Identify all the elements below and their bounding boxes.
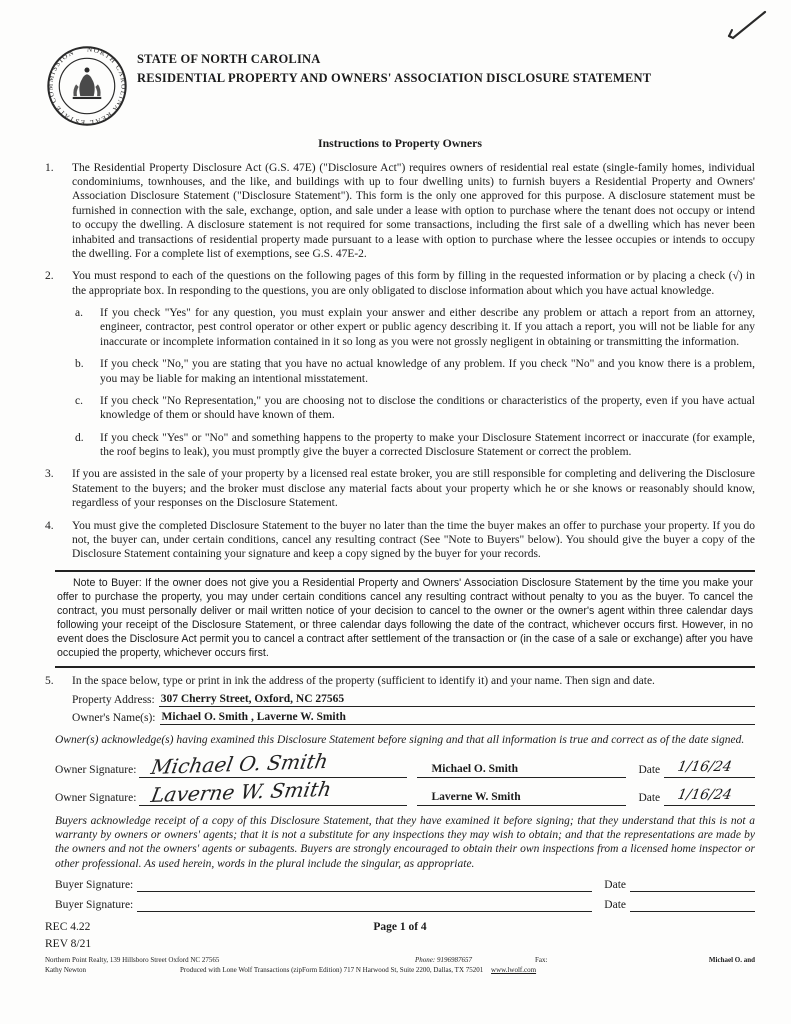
item-number: 2.: [45, 270, 54, 283]
state-heading: STATE OF NORTH CAROLINA: [137, 52, 321, 66]
owner-signature-line: [139, 748, 407, 779]
note-to-buyer: Note to Buyer: If the owner does not give you a Residential Property and Owners' Association Disclosure Statement by the time you make your offer to purchase the property, you may under certain conditions cancel any resulting contract without penalty to you as the buyer. To cancel the contract, you must personally deliver or mail written notice of your decision to cancel to the owner or the owner's agent within three calendar days following your receipt of the Disclosure Statement, or three calendar days following the date of the contract, whichever occurs first. However, in no event does the Disclosure Act permit you to cancel a contract after settlement of the transaction or (in the case of a sale or exchange) after you have occupied the property, whichever occurs first.: [55, 570, 755, 668]
buyer-signature-label: Buyer Signature:: [55, 898, 134, 911]
instruction-item-4: [45, 519, 755, 562]
owner-signature-handwriting: Laverne W. Smith: [149, 776, 334, 807]
instruction-item-2b: [75, 357, 755, 386]
owners-names-row: [72, 710, 755, 725]
subitem-letter: d.: [75, 431, 84, 444]
produced-line: Produced with Lone Wolf Transactions (zipForm Edition) 717 N Harwood St, Suite 2200, Dallas, TX 75201: [180, 966, 484, 975]
item-text: You must give the completed Disclosure Statement to the buyer no later than the time the buyer makes an offer to purchase your property. If you do not, the buyer can, under certain conditions, cancel any resulting contract (See "Note to Buyers" below). You should give the buyer a copy of the Disclosure Statement containing your signature and keep a copy signed by the buyer for your records.: [72, 519, 755, 561]
subitem-letter: a.: [75, 307, 83, 320]
office-fax: Fax:: [535, 955, 548, 964]
revision-code: REV 8/21: [45, 937, 92, 950]
item-text: The Residential Property Disclosure Act (G.S. 47E) ("Disclosure Act") requires owners of residential real estate (single-family homes, individual condominiums, townhouses, and the like, and buildings with up to four dwelling units) to furnish buyers a Residential Property and Owners' Association Disclosure Statement ("Disclosure Statement"). This form is the only one approved for this purpose. A disclosure statement must be furnished in connection with the sale, exchange, option, and sale under a lease with option to purchase where the tenant does not occupy or intend to occupy the dwelling. A disclosure statement is not required for some transactions, including the first sale of a dwelling which has never been inhabited and transactions of residential property made pursuant to a lease with option to purchase where the lessee occupies or intends to occupy the dwelling. For a complete list of exemptions, see G.S. 47E-2.: [72, 161, 755, 260]
subitem-letter: c.: [75, 394, 83, 407]
owner-signature-label: Owner Signature:: [55, 792, 137, 805]
owner-date-handwriting: 1/16/24: [676, 787, 734, 804]
property-address-row: [72, 692, 755, 707]
item-number: 3.: [45, 468, 54, 481]
owner-signature-row-2: [55, 776, 755, 807]
owners-names-value: Michael O. Smith , Laverne W. Smith: [160, 710, 755, 725]
handwritten-checkmark-icon: [723, 8, 769, 42]
page-number: Page 1 of 4: [373, 921, 427, 934]
office-address: Northern Point Realty, 139 Hillsboro Street Oxford NC 27565: [45, 955, 220, 964]
lwolf-link: www.lwolf.com: [491, 966, 537, 975]
buyer-signature-line: [137, 877, 592, 892]
owner-printed-name: Laverne W. Smith: [417, 790, 626, 805]
item-text: If you are assisted in the sale of your property by a licensed real estate broker, you are still responsible for completing and delivering the Disclosure Statement to the buyers; and the broker must disclose any material facts about your property which he or she knows or reasonably should know, regardless of your responses on the Disclosure Statement.: [72, 468, 755, 510]
instruction-item-2a: [75, 306, 755, 349]
form-code: REC 4.22: [45, 921, 91, 934]
instruction-item-3: [45, 467, 755, 510]
subitem-text: If you check "Yes" for any question, you must explain your answer and either describe any problem or attach a report from an attorney, engineer, contractor, pest control operator or other expert or public agency describing it. If you attach a report, you will not be liable for any inaccurate or incomplete information contained in it so long as you were not grossly negligent in obtaining or transmitting the information.: [100, 307, 755, 348]
instructions-heading: Instructions to Property Owners: [318, 136, 482, 150]
office-phone: Phone: 9196987657: [415, 955, 472, 964]
buyer-acknowledgment-text: Buyers acknowledge receipt of a copy of this Disclosure Statement, that they have examined it before signing; that they understand that this is not a warranty by owners or owners' agents; that it is not a substitute for any inspections they may wish to obtain; and that the representations are made by the owners and not the owners' agents or subagents. Buyers are strongly encouraged to obtain their own inspections from a licensed home inspector or other professional. As used herein, words in the plural include the singular, as appropriate.: [55, 814, 755, 870]
buyer-date-line: [630, 897, 755, 912]
form-code-row: [45, 920, 755, 934]
owner-date-line: [664, 757, 755, 778]
owner-signature-handwriting: Michael O. Smith: [149, 748, 331, 779]
buyer-signature-line: [137, 897, 592, 912]
subitem-text: If you check "Yes" or "No" and something happens to the property to make your Disclosure Statement incorrect or inaccurate (for example, the roof begins to leak), you must promptly give the buyer a corrected Disclosure Statement or correct the problem.: [100, 431, 755, 459]
item-number: 4.: [45, 519, 54, 532]
form-header: [45, 40, 755, 132]
owner-date-handwriting: 1/16/24: [676, 759, 734, 776]
instruction-item-5: [45, 674, 755, 688]
instruction-item-2c: [75, 394, 755, 423]
subitem-letter: b.: [75, 358, 84, 371]
date-label: Date: [604, 878, 626, 891]
owner-signature-row-1: [55, 748, 755, 779]
owners-names-label: Owner's Name(s):: [72, 711, 156, 724]
subitem-text: If you check "No Representation," you are choosing not to disclose the conditions or characteristics of the property, even if you have actual knowledge of them or should have known of them.: [100, 394, 755, 422]
subitem-text: If you check "No," you are stating that you have no actual knowledge of any problem. If you check "No" and you know there is a problem, you may be liable for making an intentional misstatement.: [100, 358, 755, 385]
agent-name: Kathy Newton: [45, 966, 87, 975]
property-address-label: Property Address:: [72, 693, 155, 706]
nc-real-estate-commission-seal-icon: [45, 40, 129, 132]
item-text: You must respond to each of the questions on the following pages of this form by filling in the requested information or by placing a check (√) in the appropriate box. In responding to the questions, you are only obligated to disclose information about which you have actual knowledge.: [72, 270, 755, 297]
seal-text: NORTH CAROLINA REAL ESTATE COMMISSION: [46, 45, 128, 127]
owner-signature-line: [139, 776, 407, 807]
item-number: 1.: [45, 161, 54, 174]
owner-date-line: [664, 785, 755, 806]
item-text: In the space below, type or print in ink the address of the property (sufficient to identify it) and your name. Then sign and date.: [72, 675, 655, 688]
buyer-signature-row-1: [55, 875, 755, 892]
buyer-signature-label: Buyer Signature:: [55, 878, 134, 891]
footer-fine-print: [45, 955, 755, 976]
produced-with-text: [180, 965, 755, 976]
date-label: Date: [638, 792, 661, 805]
file-reference: Michael O. and: [708, 955, 755, 964]
owner-signature-label: Owner Signature:: [55, 764, 137, 777]
owner-printed-name: Michael O. Smith: [417, 762, 626, 777]
date-label: Date: [604, 898, 626, 911]
property-address-value: 307 Cherry Street, Oxford, NC 27565: [159, 692, 755, 707]
form-title: RESIDENTIAL PROPERTY AND OWNERS' ASSOCIATION DISCLOSURE STATEMENT: [137, 70, 652, 85]
buyer-date-line: [630, 877, 755, 892]
instruction-item-1: [45, 161, 755, 262]
date-label: Date: [638, 764, 661, 777]
instruction-item-2d: [75, 431, 755, 460]
buyer-signature-row-2: [55, 895, 755, 912]
owner-acknowledgment-text: Owner(s) acknowledge(s) having examined this Disclosure Statement before signing and that all information is true and correct as of the date signed.: [55, 734, 745, 747]
instruction-item-2: [45, 269, 755, 298]
item-number: 5.: [45, 675, 54, 688]
